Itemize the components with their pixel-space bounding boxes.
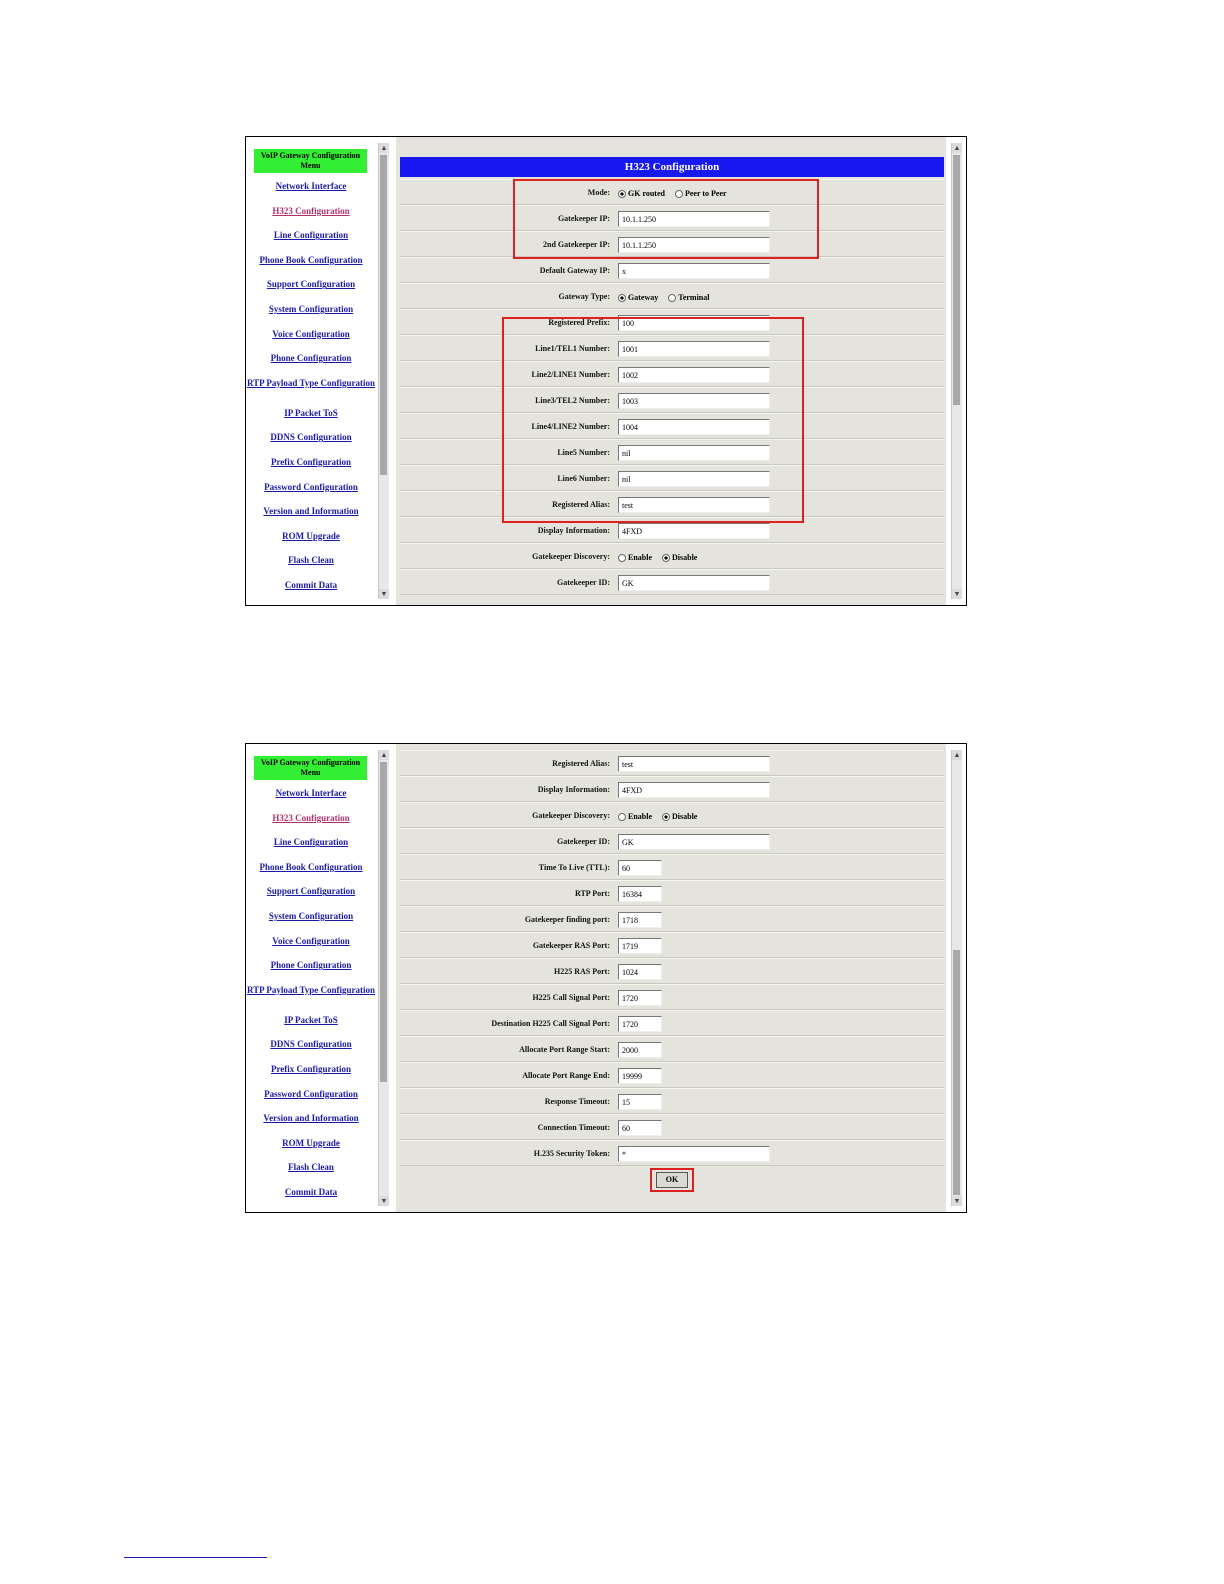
scroll-thumb[interactable] xyxy=(380,762,387,1082)
ttl-label: Time To Live (TTL): xyxy=(538,863,610,872)
menu-item-ddns-configuration[interactable]: DDNS Configuration xyxy=(270,1039,352,1050)
config-scrollbar[interactable] xyxy=(951,143,962,599)
gatekeeper-ip-input[interactable]: 10.1.1.250 xyxy=(618,211,770,227)
footnote-rule xyxy=(124,1557,267,1558)
menu-item-rom-upgrade[interactable]: ROM Upgrade xyxy=(282,1137,340,1148)
row-display-information xyxy=(400,776,944,802)
row-connection-timeout xyxy=(400,1114,944,1140)
menu-item-h323-configuration[interactable]: H323 Configuration xyxy=(272,205,350,216)
gateway-type-terminal-radio[interactable]: Terminal xyxy=(668,289,709,307)
line5-label: Line5 Number: xyxy=(557,448,610,457)
default-gateway-ip-input[interactable]: x xyxy=(618,263,770,279)
menu-item-network-interface[interactable]: Network Interface xyxy=(275,788,347,798)
row-gk-ras-port xyxy=(400,932,944,958)
config-form xyxy=(400,750,944,1194)
alloc-port-end-label: Allocate Port Range End: xyxy=(522,1071,610,1080)
line6-label: Line6 Number: xyxy=(557,474,610,483)
gk-finding-port-input[interactable]: 1718 xyxy=(618,912,662,928)
highlight-box-gatekeeper xyxy=(513,179,819,259)
menu-item-system-configuration[interactable]: System Configuration xyxy=(268,910,354,921)
line4-label: Line4/LINE2 Number: xyxy=(531,422,610,431)
registered-alias-label: Registered Alias: xyxy=(552,500,610,509)
gatekeeper-discovery-label: Gatekeeper Discovery: xyxy=(532,552,610,561)
mode-gk-routed-radio[interactable]: GK routed xyxy=(618,185,665,203)
menu-item-flash-clean[interactable]: Flash Clean xyxy=(288,1162,334,1173)
display-information-label: Display Information: xyxy=(537,526,610,535)
menu-item-flash-clean[interactable]: Flash Clean xyxy=(288,555,334,566)
display-information-label: Display Information: xyxy=(537,785,610,794)
h235-token-label: H.235 Security Token: xyxy=(533,1149,610,1158)
line4-input[interactable]: 1004 xyxy=(618,419,770,435)
gatekeeper-id-input[interactable]: GK xyxy=(618,575,770,591)
scroll-down-arrow-icon[interactable]: ▼ xyxy=(953,590,961,598)
config-frame xyxy=(396,137,946,605)
gateway-type-gateway-radio[interactable]: Gateway xyxy=(618,289,658,307)
ok-button[interactable]: OK xyxy=(656,1172,688,1188)
response-timeout-label: Response Timeout: xyxy=(544,1097,610,1106)
row-alloc-port-start xyxy=(400,1036,944,1062)
screenshot-bottom xyxy=(245,743,967,1213)
menu-list xyxy=(246,181,376,605)
menu-frame xyxy=(246,137,389,605)
menu-item-prefix-configuration[interactable]: Prefix Configuration xyxy=(270,1063,352,1074)
menu-item-commit-data[interactable]: Commit Data xyxy=(284,579,338,590)
menu-item-phone-configuration[interactable]: Phone Configuration xyxy=(270,960,352,971)
row-gateway-type xyxy=(400,283,944,309)
scroll-up-arrow-icon[interactable]: ▲ xyxy=(380,751,388,759)
gk-ras-port-label: Gatekeeper RAS Port: xyxy=(532,941,610,950)
line3-input[interactable]: 1003 xyxy=(618,393,770,409)
menu-item-rtp-payload-type[interactable]: RTP Payload Type Configuration xyxy=(246,377,376,388)
connection-timeout-label: Connection Timeout: xyxy=(537,1123,610,1132)
gatekeeper-discovery-label: Gatekeeper Discovery: xyxy=(532,811,610,820)
ttl-input[interactable]: 60 xyxy=(618,860,662,876)
line1-label: Line1/TEL1 Number: xyxy=(535,344,610,353)
gatekeeper-id-input[interactable]: GK xyxy=(618,834,770,850)
row-dest-h225-call-signal-port xyxy=(400,1010,944,1036)
alloc-port-start-input[interactable]: 2000 xyxy=(618,1042,662,1058)
mode-label: Mode: xyxy=(587,188,610,197)
menu-item-support-configuration[interactable]: Support Configuration xyxy=(266,886,356,897)
scroll-up-arrow-icon[interactable]: ▲ xyxy=(953,144,961,152)
row-gatekeeper-id xyxy=(400,569,944,595)
display-information-input[interactable]: 4FXD xyxy=(618,782,770,798)
scroll-down-arrow-icon[interactable]: ▼ xyxy=(380,1197,388,1205)
second-gatekeeper-ip-label: 2nd Gatekeeper IP: xyxy=(543,240,610,249)
row-default-gateway-ip xyxy=(400,257,944,283)
config-scrollbar[interactable] xyxy=(951,750,962,1206)
row-gatekeeper-discovery xyxy=(400,802,944,828)
row-gk-finding-port xyxy=(400,906,944,932)
menu-item-version-and-information[interactable]: Version and Information xyxy=(263,1113,359,1124)
menu-item-phone-book-configuration[interactable]: Phone Book Configuration xyxy=(259,861,363,872)
line1-input[interactable]: 1001 xyxy=(618,341,770,357)
row-gatekeeper-id xyxy=(400,828,944,854)
menu-scrollbar[interactable] xyxy=(378,750,389,1206)
line3-label: Line3/TEL2 Number: xyxy=(535,396,610,405)
mode-peer-to-peer-radio[interactable]: Peer to Peer xyxy=(675,185,727,203)
scroll-thumb[interactable] xyxy=(953,950,960,1195)
highlight-box-numbers xyxy=(502,317,804,523)
page-title: H323 Configuration xyxy=(400,157,944,177)
row-ttl xyxy=(400,854,944,880)
menu-item-h323-configuration[interactable]: H323 Configuration xyxy=(272,812,350,823)
row-response-timeout xyxy=(400,1088,944,1114)
rtp-port-input[interactable]: 16384 xyxy=(618,886,662,902)
h225-ras-port-input[interactable]: 1024 xyxy=(618,964,662,980)
row-h225-ras-port xyxy=(400,958,944,984)
scroll-down-arrow-icon[interactable]: ▼ xyxy=(380,590,388,598)
discovery-disable-radio[interactable]: Disable xyxy=(662,549,697,567)
menu-item-phone-configuration[interactable]: Phone Configuration xyxy=(270,353,352,364)
menu-item-line-configuration[interactable]: Line Configuration xyxy=(273,230,349,241)
menu-item-rtp-payload-type[interactable]: RTP Payload Type Configuration xyxy=(246,984,376,995)
scroll-up-arrow-icon[interactable]: ▲ xyxy=(953,751,961,759)
menu-item-phone-book-configuration[interactable]: Phone Book Configuration xyxy=(259,254,363,265)
rtp-port-label: RTP Port: xyxy=(574,889,610,898)
gk-finding-port-label: Gatekeeper finding port: xyxy=(524,915,610,924)
menu-item-ip-packet-tos[interactable]: IP Packet ToS xyxy=(284,407,338,418)
menu-item-prefix-configuration[interactable]: Prefix Configuration xyxy=(270,456,352,467)
menu-item-line-configuration[interactable]: Line Configuration xyxy=(273,837,349,848)
row-h235-security-token xyxy=(400,1140,944,1166)
gatekeeper-id-label: Gatekeeper ID: xyxy=(557,837,610,846)
row-registered-alias xyxy=(400,750,944,776)
dest-h225-call-signal-port-input[interactable]: 1720 xyxy=(618,1016,662,1032)
display-information-input[interactable]: 4FXD xyxy=(618,523,770,539)
line5-input[interactable]: nil xyxy=(618,445,770,461)
scroll-thumb[interactable] xyxy=(380,155,387,475)
menu-item-support-configuration[interactable]: Support Configuration xyxy=(266,279,356,290)
menu-list xyxy=(246,788,376,1212)
alloc-port-start-label: Allocate Port Range Start: xyxy=(519,1045,610,1054)
menu-item-voice-configuration[interactable]: Voice Configuration xyxy=(272,935,350,946)
menu-item-voice-configuration[interactable]: Voice Configuration xyxy=(272,328,350,339)
menu-item-commit-data[interactable]: Commit Data xyxy=(284,1186,338,1197)
response-timeout-input[interactable]: 15 xyxy=(618,1094,662,1110)
menu-item-password-configuration[interactable]: Password Configuration xyxy=(264,1088,358,1099)
registered-prefix-label: Registered Prefix: xyxy=(548,318,610,327)
config-frame xyxy=(396,744,946,1212)
registered-alias-label: Registered Alias: xyxy=(552,759,610,768)
h225-ras-port-label: H225 RAS Port: xyxy=(554,967,610,976)
row-h225-call-signal-port xyxy=(400,984,944,1010)
menu-item-rom-upgrade[interactable]: ROM Upgrade xyxy=(282,530,340,541)
menu-item-ddns-configuration[interactable]: DDNS Configuration xyxy=(270,432,352,443)
discovery-enable-radio[interactable]: Enable xyxy=(618,808,652,826)
line2-label: Line2/LINE1 Number: xyxy=(531,370,610,379)
h225-call-signal-port-input[interactable]: 1720 xyxy=(618,990,662,1006)
screenshot-top xyxy=(245,136,967,606)
gatekeeper-ip-label: Gatekeeper IP: xyxy=(557,214,610,223)
row-rtp-port xyxy=(400,880,944,906)
menu-title: VoIP Gateway Configuration Menu xyxy=(254,149,367,173)
registered-alias-input[interactable]: test xyxy=(618,497,770,513)
menu-frame xyxy=(246,744,389,1212)
line6-input[interactable]: nil xyxy=(618,471,770,487)
scroll-up-arrow-icon[interactable]: ▲ xyxy=(380,144,388,152)
h235-token-input[interactable]: * xyxy=(618,1146,770,1162)
discovery-enable-radio[interactable]: Enable xyxy=(618,549,652,567)
menu-scrollbar[interactable] xyxy=(378,143,389,599)
gateway-type-label: Gateway Type: xyxy=(558,292,610,301)
scroll-thumb[interactable] xyxy=(953,155,960,405)
row-gatekeeper-discovery xyxy=(400,543,944,569)
gk-ras-port-input[interactable]: 1719 xyxy=(618,938,662,954)
menu-item-version-and-information[interactable]: Version and Information xyxy=(263,506,359,517)
registered-prefix-input[interactable]: 100 xyxy=(618,315,770,331)
connection-timeout-input[interactable]: 60 xyxy=(618,1120,662,1136)
dest-h225-call-signal-port-label: Destination H225 Call Signal Port: xyxy=(491,1019,610,1028)
row-alloc-port-end xyxy=(400,1062,944,1088)
discovery-disable-radio[interactable]: Disable xyxy=(662,808,697,826)
menu-item-ip-packet-tos[interactable]: IP Packet ToS xyxy=(284,1014,338,1025)
menu-item-system-configuration[interactable]: System Configuration xyxy=(268,303,354,314)
gatekeeper-id-label: Gatekeeper ID: xyxy=(557,578,610,587)
alloc-port-end-input[interactable]: 19999 xyxy=(618,1068,662,1084)
registered-alias-input[interactable]: test xyxy=(618,756,770,772)
menu-item-network-interface[interactable]: Network Interface xyxy=(275,181,347,191)
line2-input[interactable]: 1002 xyxy=(618,367,770,383)
default-gateway-ip-label: Default Gateway IP: xyxy=(539,266,610,275)
menu-title: VoIP Gateway Configuration Menu xyxy=(254,756,367,780)
menu-item-password-configuration[interactable]: Password Configuration xyxy=(264,481,358,492)
highlight-box-ok xyxy=(650,1168,694,1192)
h225-call-signal-port-label: H225 Call Signal Port: xyxy=(532,993,610,1002)
second-gatekeeper-ip-input[interactable]: 10.1.1.250 xyxy=(618,237,770,253)
scroll-down-arrow-icon[interactable]: ▼ xyxy=(953,1197,961,1205)
